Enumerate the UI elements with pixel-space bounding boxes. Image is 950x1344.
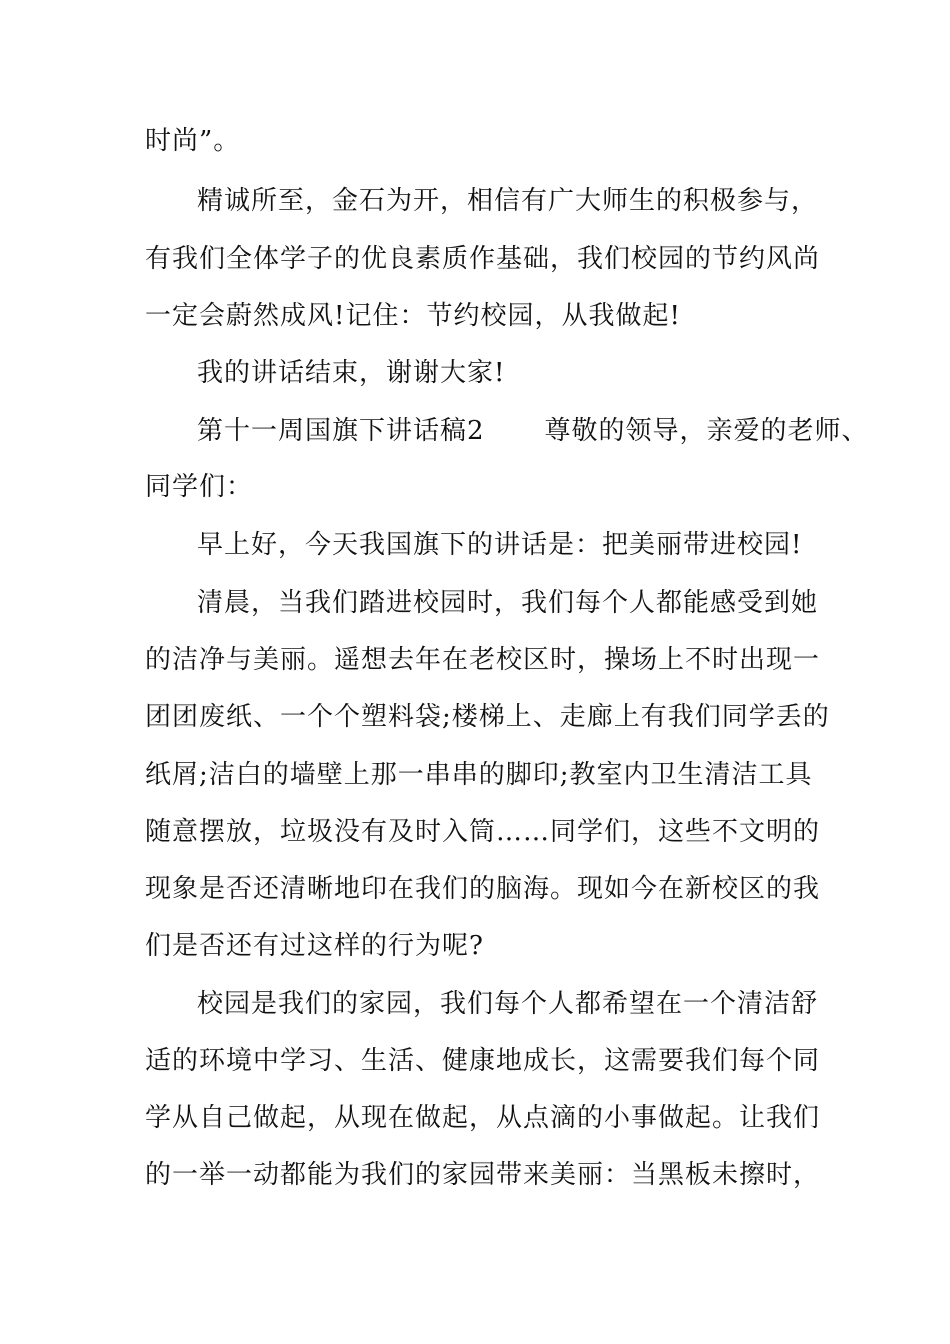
text-line: 的一举一动都能为我们的家园带来美丽：当黑板未擦时， (145, 1160, 821, 1190)
paragraph-first-line: 校园是我们的家园，我们每个人都希望在一个清洁舒 (197, 989, 819, 1019)
paragraph-first-line: 精诚所至，金石为开，相信有广大师生的积极参与， (197, 186, 819, 216)
text-line: 现象是否还清晰地印在我们的脑海。现如今在新校区的我 (145, 874, 821, 904)
text-line: 时尚”。 (145, 126, 241, 156)
text-line: 适的环境中学习、生活、健康地成长，这需要我们每个同 (145, 1046, 821, 1076)
salutation-start: 尊敬的领导，亲爱的老师、 (544, 416, 869, 446)
paragraph-first-line: 我的讲话结束，谢谢大家! (197, 358, 506, 388)
text-line: 同学们： (145, 472, 254, 502)
text-line: 学从自己做起，从现在做起，从点滴的小事做起。让我们 (145, 1103, 821, 1133)
speech-title-line (197, 411, 869, 451)
paragraph-first-line: 早上好，今天我国旗下的讲话是：把美丽带进校园! (197, 530, 803, 560)
text-line: 团团废纸、一个个塑料袋;楼梯上、走廊上有我们同学丢的 (145, 702, 830, 732)
speech-title: 第十一周国旗下讲话稿2 (197, 416, 485, 446)
text-line: 们是否还有过这样的行为呢? (145, 931, 484, 961)
text-line: 一定会蔚然成风!记住：节约校园，从我做起! (145, 301, 681, 331)
text-line: 纸屑;洁白的墙壁上那一串串的脚印;教室内卫生清洁工具 (145, 760, 813, 790)
text-line: 的洁净与美丽。遥想去年在老校区时，操场上不时出现一 (145, 645, 821, 675)
text-line: 有我们全体学子的优良素质作基础，我们校园的节约风尚 (145, 244, 821, 274)
paragraph-first-line: 清晨，当我们踏进校园时，我们每个人都能感受到她 (197, 588, 819, 618)
text-line: 随意摆放，垃圾没有及时入筒……同学们，这些不文明的 (145, 817, 821, 847)
